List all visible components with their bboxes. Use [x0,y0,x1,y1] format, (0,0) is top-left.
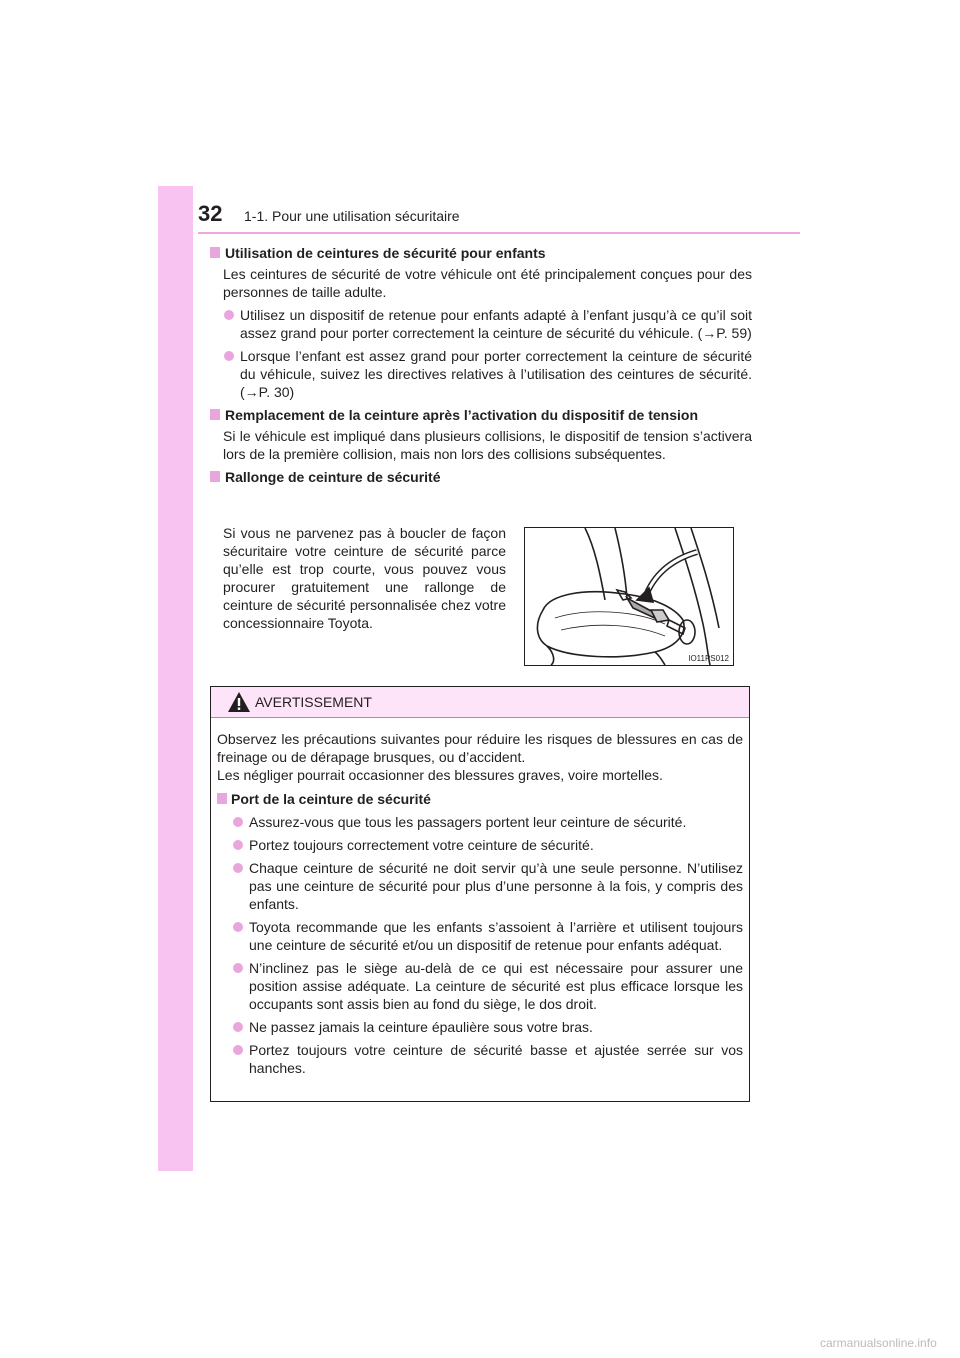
round-bullet-icon [224,310,234,320]
round-bullet-icon [233,963,243,973]
side-tab-band [158,186,193,1171]
warning-bullet: Assurez-vous que tous les passagers portent leur ceinture de sécurité. [217,813,743,831]
warning-bullet: Toyota recommande que les enfants s’assoient à l’arrière et utilisent toujours une ceinture de sécurité et/ou un dispositif de retenue pour enfants adéquat. [217,918,743,954]
header-rule [198,232,800,234]
seatbelt-extender-illustration [524,527,734,666]
round-bullet-icon [233,922,243,932]
warning-triangle-icon [227,691,251,713]
warning-bullet: Portez toujours correctement votre ceinture de sécurité. [217,836,743,854]
warning-title: AVERTISSEMENT [255,694,372,710]
figure-code: IO11PS012 [688,654,729,663]
heading-wearing-seatbelt: Port de la ceinture de sécurité [217,790,743,808]
warning-box [210,686,750,1102]
round-bullet-icon [233,863,243,873]
square-bullet-icon [210,409,220,420]
heading-extender: Rallonge de ceinture de sécurité [210,468,752,486]
bullet-item: Utilisez un dispositif de retenue pour enfants adapté à l’enfant jusqu’à ce qu’il soit assez grand pour porter correctement la ceinture de sécurité du véhicule. (→P. 59) [210,306,752,342]
paragraph-extender: Si vous ne parvenez pas à boucler de façon sécuritaire votre ceinture de sécurité parce qu’elle est trop courte, vous pouvez vous procurer gratuitement une rallonge de ceinture de sécurité personnalisée chez votre concessionnaire Toyota. [223,525,506,631]
bullet-item: Lorsque l’enfant est assez grand pour porter correctement la ceinture de sécurité du véhicule, suivez les directives relatives à l’utilisation des ceintures de sécurité. (→P. 30) [210,347,752,401]
square-bullet-icon [210,471,220,482]
page-header [198,200,798,234]
round-bullet-icon [233,1022,243,1032]
page-number: 32 [198,201,223,226]
warning-bullet: N’inclinez pas le siège au-delà de ce qui est nécessaire pour assurer une position assise adéquate. La ceinture de sécurité est plus efficace lorsque les occupants sont assis bien au fond du siège, le dos droit. [217,959,743,1013]
warning-body [211,718,749,1077]
main-content [210,244,752,489]
paragraph-replacement: Si le véhicule est impliqué dans plusieurs collisions, le dispositif de tension s’activera lors de la première collision, mais non lors des collisions subséquentes. [223,428,752,462]
round-bullet-icon [224,351,234,361]
seat-illustration-icon [525,528,733,665]
heading-replacement: Remplacement de la ceinture après l’activation du dispositif de tension [210,406,752,424]
square-bullet-icon [210,247,220,258]
warning-header [211,687,749,718]
round-bullet-icon [233,817,243,827]
warning-bullet: Portez toujours votre ceinture de sécurité basse et ajustée serrée sur vos hanches. [217,1041,743,1077]
round-bullet-icon [233,840,243,850]
heading-child-seatbelts: Utilisation de ceintures de sécurité pour enfants [210,244,752,262]
warning-bullet: Chaque ceinture de sécurité ne doit servir qu’à une seule personne. N’utilisez pas une ceinture de sécurité pour plus d’une personne à la fois, y compris des enfants. [217,859,743,913]
paragraph-child: Les ceintures de sécurité de votre véhicule ont été principalement conçues pour des personnes de taille adulte. [223,266,752,300]
watermark: carmanualsonline.info [820,1336,937,1350]
warning-intro: Observez les précautions suivantes pour réduire les risques de blessures en cas de freinage ou de dérapage brusques, ou d’accident. Les négliger pourrait occasionner des blessures graves, voire mortelles. [217,731,743,783]
section-title: 1-1. Pour une utilisation sécuritaire [244,208,460,224]
round-bullet-icon [233,1045,243,1055]
square-bullet-icon [217,793,227,804]
warning-bullet: Ne passez jamais la ceinture épaulière sous votre bras. [217,1018,743,1036]
